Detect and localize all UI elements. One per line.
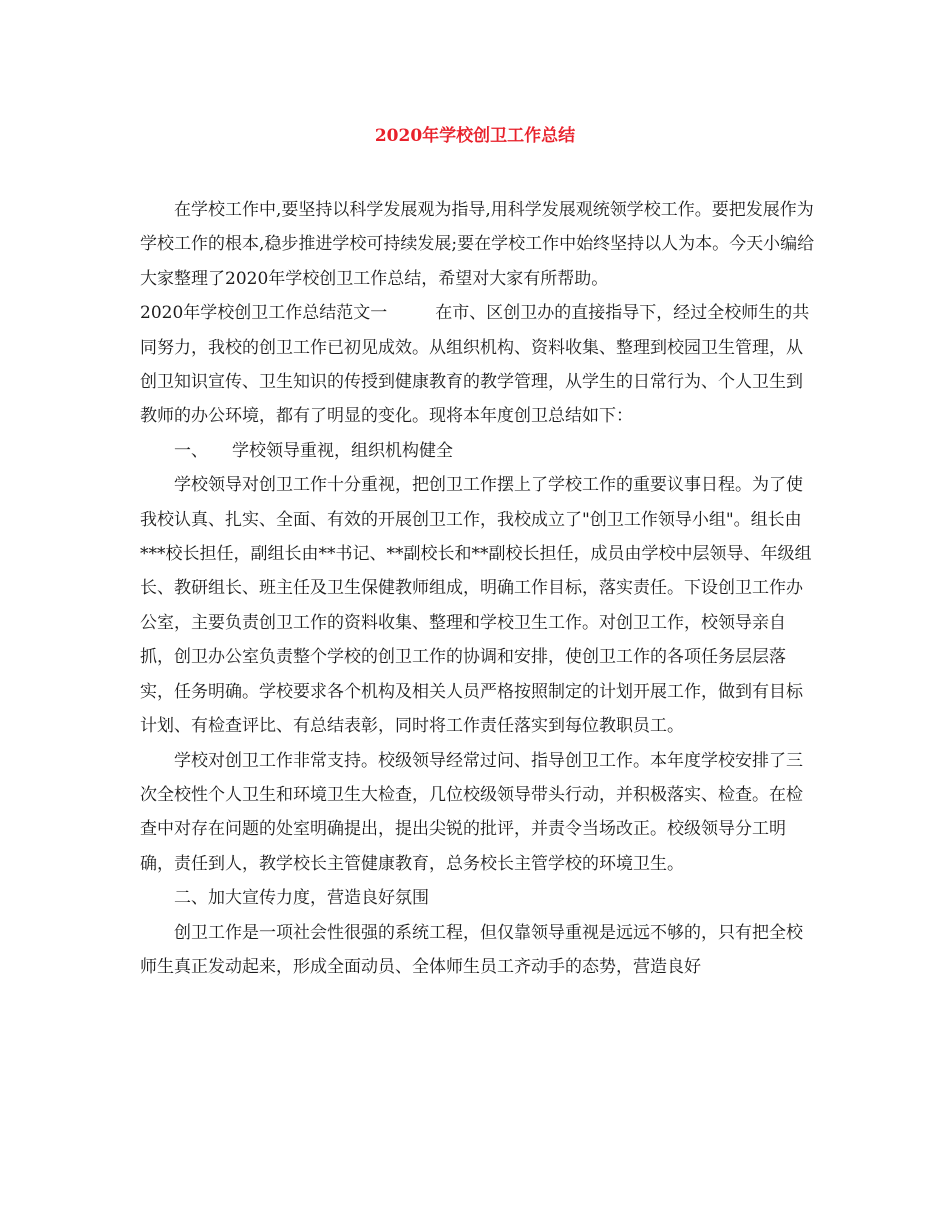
sample-heading: 2020年学校创卫工作总结范文一: [140, 303, 388, 324]
sample-opening: 在市、区创卫办的直接指导下，经过全校师生的共同努力，我校的创卫工作已初见成效。从组织机构、资料收集、整理到校园卫生管理，从创卫知识宣传、卫生知识的传授到健康教育的教学管理，从学生的日常行为、个人卫生到教师的办公环境，都有了明显的变化。现将本年度创卫总结如下：: [140, 303, 810, 427]
sample-paragraph: [140, 296, 816, 434]
section-2-paragraph-1: 创卫工作是一项社会性很强的系统工程，但仅靠领导重视是远远不够的，只有把全校师生真正发动起来，形成全面动员、全体师生员工齐动手的态势，营造良好: [140, 922, 803, 977]
section-1-title: 学校领导重视，组织机构健全: [232, 440, 453, 461]
intro-paragraph: 在学校工作中,要坚持以科学发展观为指导,用科学发展观统领学校工作。要把发展作为学校工作的根本,稳步推进学校可持续发展;要在学校工作中始终坚持以人为本。今天小编给大家整理了2020年学校创卫工作总结，希望对大家有所帮助。: [140, 200, 815, 289]
section-1-heading: [140, 434, 816, 468]
section-1-number: 一、: [174, 440, 208, 461]
section-2-heading: 二、加大宣传力度，营造良好氛围: [174, 888, 429, 909]
section-1-paragraph-2: 学校对创卫工作非常支持。校级领导经常过问、指导创卫工作。本年度学校安排了三次全校性个人卫生和环境卫生大检查，几位校级领导带头行动，并积极落实、检查。在检查中对存在问题的处室明确提出，提出尖锐的批评，并责令当场改正。校级领导分工明确，责任到人，教学校长主管健康教育，总务校长主管学校的环境卫生。: [140, 750, 803, 874]
document-title: 2020年学校创卫工作总结: [374, 126, 576, 146]
section-1-paragraph-1: 学校领导对创卫工作十分重视，把创卫工作摆上了学校工作的重要议事日程。为了使我校认真、扎实、全面、有效的开展创卫工作，我校成立了"创卫工作领导小组"。组长由***校长担任，副组长由**书记、**副校长和**副校长担任，成员由学校中层领导、年级组长、教研组长、班主任及卫生保健教师组成，明确工作目标，落实责任。下设创卫工作办公室，主要负责创卫工作的资料收集、整理和学校卫生工作。对创卫工作，校领导亲自抓，创卫办公室负责整个学校的创卫工作的协调和安排，使创卫工作的各项任务层层落实，任务明确。学校要求各个机构及相关人员严格按照制定的计划开展工作，做到有目标计划、有检查评比、有总结表彰，同时将工作责任落实到每位教职员工。: [140, 475, 812, 737]
document-body: [140, 193, 816, 984]
